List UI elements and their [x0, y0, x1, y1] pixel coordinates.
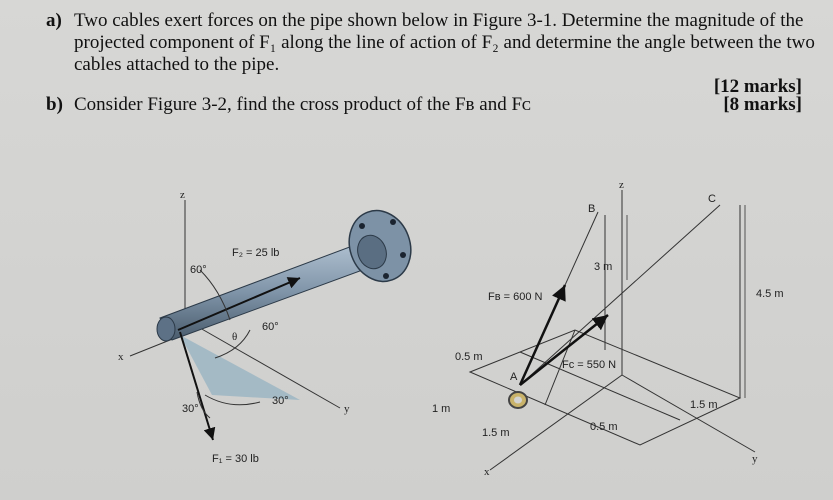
question-a-line-1: Two cables exert forces on the pipe shown below in Figure 3-1. Determine the magnitude of the	[74, 10, 804, 31]
dim-1-5m-a: 1.5 m	[482, 427, 510, 439]
fig1-z-label: z	[180, 189, 185, 201]
question-a-line-2: projected component of F₁ along the line of action of F₂ and determine the angle between the two	[74, 32, 815, 53]
point-c-label: C	[708, 193, 716, 205]
ring-anchor-hole	[514, 397, 522, 404]
angle-theta: θ	[232, 331, 238, 343]
question-b-marks: [8 marks]	[723, 94, 802, 115]
angle-60-a: 60°	[190, 264, 207, 276]
fc-label: Fᴄ = 550 N	[562, 359, 617, 371]
point-b-label: B	[588, 203, 596, 215]
fig1-x-label: x	[118, 351, 124, 363]
dim-1m: 1 m	[432, 403, 451, 415]
fc-arrow	[520, 315, 608, 385]
question-b-text: Consider Figure 3-2, find the cross product of the Fʙ and Fᴄ	[74, 94, 532, 115]
angle-30-a: 30°	[272, 395, 289, 407]
question-b-label: b)	[46, 94, 63, 115]
point-a-label: A	[510, 371, 518, 383]
fb-label: Fʙ = 600 N	[488, 291, 543, 303]
fig2-x-label: x	[484, 466, 490, 478]
f1-label: F₁ = 30 lb	[212, 453, 259, 465]
dim-3m: 3 m	[594, 261, 613, 273]
question-a-label: a)	[46, 10, 62, 31]
fig1-y-label: y	[344, 403, 350, 415]
dim-0-5m-b: 0.5 m	[590, 421, 618, 433]
question-a-line-3: cables attached to the pipe.	[74, 54, 280, 75]
fig2-y-label: y	[752, 453, 758, 465]
dim-1-5m-b: 1.5 m	[690, 399, 718, 411]
dim-0-5m-a: 0.5 m	[455, 351, 483, 363]
fig2-z-label: z	[619, 179, 624, 191]
question-a-marks: [12 marks]	[713, 76, 802, 97]
angle-60-b: 60°	[262, 321, 279, 333]
fig2-y-axis	[622, 375, 755, 452]
dim-4-5m: 4.5 m	[756, 288, 784, 300]
cable-ac	[520, 205, 720, 385]
angle-30-b: 30°	[182, 403, 199, 415]
f2-label: F₂ = 25 lb	[232, 247, 280, 259]
